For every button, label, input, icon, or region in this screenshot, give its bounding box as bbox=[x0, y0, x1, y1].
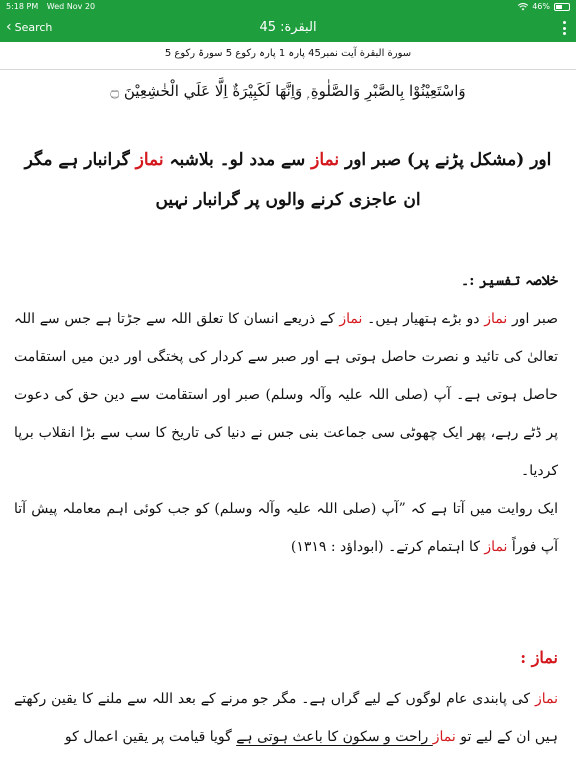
translation-text: سے مدد لو۔ بلاشبہ bbox=[163, 150, 312, 170]
tafseer-paragraph bbox=[14, 300, 558, 490]
highlight-namaz: نماز bbox=[339, 311, 363, 327]
status-time: 5:18 PM bbox=[6, 2, 39, 11]
underlined-text: راحت و سکون کا باعث ہوتی ہے bbox=[236, 729, 433, 745]
translation-text: اور (مشکل پڑنے پر) صبر اور bbox=[339, 150, 552, 170]
divider bbox=[0, 69, 576, 70]
more-vertical-icon[interactable] bbox=[563, 21, 567, 35]
nav-bar bbox=[0, 14, 576, 42]
tafseer-text: ایک روایت میں آتا ہے کہ ”آپ (صلی اللہ علیہ وآلہ وسلم) کو جب کوئی اہم معاملہ پیش آتا آپ فوراً bbox=[14, 501, 558, 555]
battery-fill bbox=[556, 5, 562, 9]
highlight-namaz: نماز bbox=[534, 691, 558, 707]
status-bar bbox=[0, 0, 576, 14]
namaz-text: گویا قیامت پر یقین اعمال کو bbox=[64, 729, 237, 745]
highlight-namaz: نماز bbox=[135, 150, 164, 170]
back-label: Search bbox=[14, 20, 53, 34]
highlight-namaz: نماز bbox=[432, 729, 456, 745]
status-date: Wed Nov 20 bbox=[46, 2, 96, 11]
arabic-ayah: وَاسْتَعِيْنُوْا بِالصَّبْرِ وَالصَّلٰوةِ ۭ وَاِنَّهَا لَكَبِيْرَةٌ اِلَّا عَلَي الْخٰشِعِيْنَ ۝ bbox=[110, 82, 466, 100]
tafseer-text: دو بڑے ہتھیار ہیں۔ bbox=[362, 311, 485, 327]
tafseer-section bbox=[14, 262, 558, 566]
translation-text: گرانبار ہے مگر ان عاجزی کرنے والوں پر گرانبار نہیں bbox=[24, 150, 421, 210]
ayah-reference: سورة البقرة آیت نمبر45 پارہ 1 پارہ رکوع 5 سورۃ رکوع 5 bbox=[164, 48, 412, 59]
page-title: البقرة: 45 bbox=[259, 20, 317, 35]
highlight-namaz: نماز bbox=[311, 150, 340, 170]
tafseer-text: صبر اور bbox=[507, 311, 558, 327]
highlight-namaz: نماز bbox=[484, 539, 508, 555]
namaz-text: کی پابندی عام لوگوں کے لیے گراں ہے۔ مگر جو مرنے کے بعد اللہ سے ملنے کا یقین رکھتے ہیں ان کے لیے تو bbox=[14, 691, 558, 745]
tafseer-text: کا اہتمام کرتے۔ (ابوداؤد : ۱۳۱۹) bbox=[290, 539, 485, 555]
tafseer-heading: خلاصہ تفسیر :۔ bbox=[461, 273, 558, 289]
namaz-paragraph bbox=[14, 680, 558, 756]
highlight-namaz: نماز bbox=[484, 311, 508, 327]
battery-percent: 46% bbox=[532, 2, 550, 11]
tafseer-paragraph bbox=[14, 490, 558, 566]
namaz-heading: نماز : bbox=[520, 648, 558, 667]
battery-icon bbox=[554, 3, 570, 11]
status-left bbox=[6, 2, 101, 11]
tafseer-text: کے ذریعے انسان کا تعلق اللہ سے جڑتا ہے جس سے اللہ تعالیٰ کی تائید و نصرت حاصل ہوتی ہے اور صبر سے کردار کی پختگی اور دین میں استقامت حاصل ہوتی ہے۔ آپ (صلی اللہ علیہ وآلہ وسلم) صبر اور استقامت سے دین حق کی دعوت پر ڈٹے رہے، پھر ایک چھوٹی سی جماعت بنی جس نے دنیا کی تاریخ کا سب سے بڑا انقلاب برپا کردیا۔ bbox=[14, 311, 558, 479]
wifi-icon bbox=[518, 3, 528, 11]
status-right bbox=[518, 2, 570, 11]
chevron-left-icon: ‹ bbox=[6, 19, 12, 35]
urdu-translation bbox=[20, 140, 556, 220]
namaz-section bbox=[14, 680, 558, 756]
